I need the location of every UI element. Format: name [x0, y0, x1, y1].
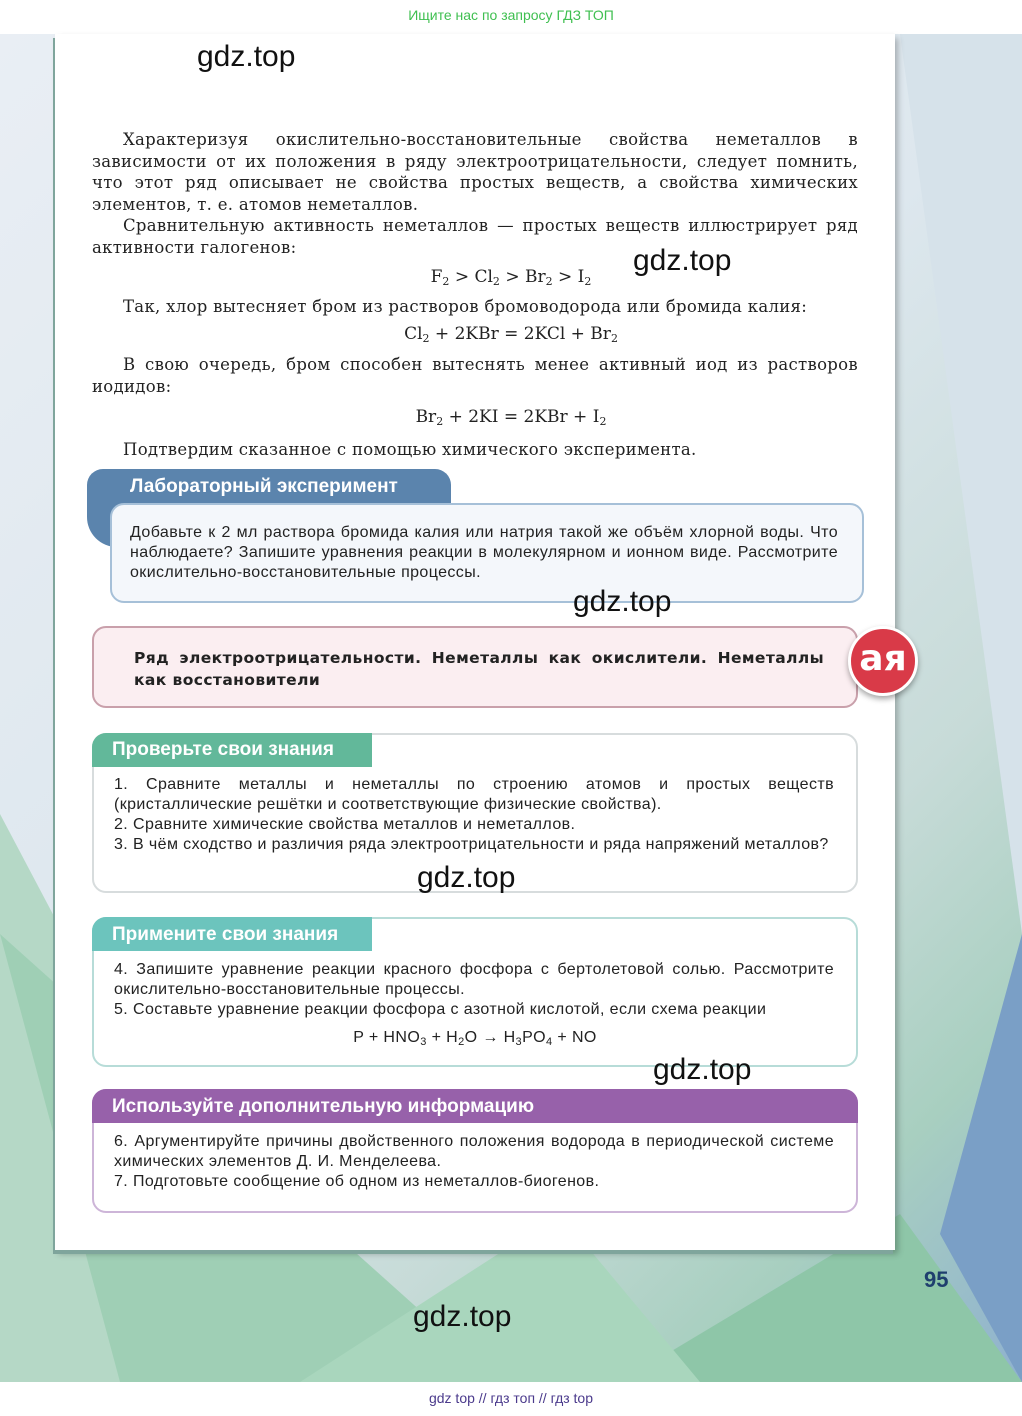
paragraph-5: Подтвердим сказанное с помощью химического эксперимента.	[123, 440, 697, 459]
watermark: gdz.top	[573, 585, 672, 618]
paragraph-3: Так, хлор вытесняет бром из растворов бромоводорода или бромида калия:	[123, 297, 808, 316]
check-item-1: 1. Сравните металлы и неметаллы по строению атомов и простых веществ (кристаллические решётки и соответствующие физические свойства).	[114, 776, 834, 813]
paragraph-2: Сравнительную активность неметаллов — простых веществ иллюстрирует ряд активности галогенов:	[92, 216, 858, 257]
watermark: gdz.top	[197, 40, 296, 73]
lab-title: Лабораторный эксперимент	[130, 476, 398, 497]
apply-item-5: 5. Составьте уравнение реакции фосфора с азотной кислотой, если схема реакции	[114, 1001, 767, 1018]
paragraph-4: В свою очередь, бром способен вытеснять менее активный иод из растворов иодидов:	[92, 355, 858, 396]
phosphorus-reaction-scheme: $P + HNO_3 + H_2O \to H_3PO_4$ + NO	[353, 1029, 597, 1048]
extra-item-6: 6. Аргументируйте причины двойственного положения водорода в периодической системе химических элементов Д. И. Менделеева.	[114, 1133, 834, 1170]
equation-chlorine-bromide: $Cl_2 + 2KBr = 2KCl + Br_2$	[404, 324, 618, 345]
watermark: gdz.top	[633, 244, 732, 277]
header-link[interactable]: Ищите нас по запросу ГДЗ ТОП	[0, 0, 1022, 34]
watermark: gdz.top	[413, 1300, 512, 1333]
check-title: Проверьте свои знания	[112, 739, 334, 760]
keywords-text: Ряд электроотрицательности. Неметаллы как окислители. Неметаллы как восстановители	[134, 649, 824, 689]
paragraph-1: Характеризуя окислительно-восстановительные свойства неметаллов в зависимости от их положения в ряду электроотрицательности, следует помнить, что этот ряд описывает не свойства простых веществ, а свойства химических элементов, т. е. атомов неметаллов.	[92, 130, 858, 214]
halogen-activity-series: $F_2 > Cl_2 > Br_2 > I_2$	[430, 267, 592, 288]
apply-list	[114, 960, 834, 1020]
watermark: gdz.top	[417, 861, 516, 894]
watermark: gdz.top	[653, 1053, 752, 1086]
glossary-icon-letters: ая	[859, 638, 907, 679]
lab-text: Добавьте к 2 мл раствора бромида калия или натрия такой же объём хлорной воды. Что наблюдаете? Запишите уравнения реакции в молекулярном и ионном виде. Рассмотрите окислительно-восстановительные процессы.	[130, 524, 838, 581]
glossary-icon	[848, 626, 918, 696]
apply-item-4: 4. Запишите уравнение реакции красного фосфора с бертолетовой солью. Рассмотрите окислительно-восстановительные процессы.	[114, 961, 834, 998]
check-list	[114, 775, 834, 855]
equation-bromine-iodide: $Br_2 + 2KI = 2KBr + I_2$	[415, 407, 607, 428]
extra-list	[114, 1132, 834, 1192]
check-item-2: 2. Сравните химические свойства металлов и неметаллов.	[114, 816, 576, 833]
page-number: 95	[924, 1267, 949, 1292]
check-item-3: 3. В чём сходство и различия ряда электроотрицательности и ряда напряжений металлов?	[114, 836, 829, 853]
extra-title: Используйте дополнительную информацию	[112, 1096, 535, 1117]
footer-links[interactable]: gdz top // гдз топ // гдз top	[0, 1382, 1022, 1416]
apply-title: Примените свои знания	[112, 924, 339, 945]
extra-item-7: 7. Подготовьте сообщение об одном из неметаллов-биогенов.	[114, 1173, 600, 1190]
